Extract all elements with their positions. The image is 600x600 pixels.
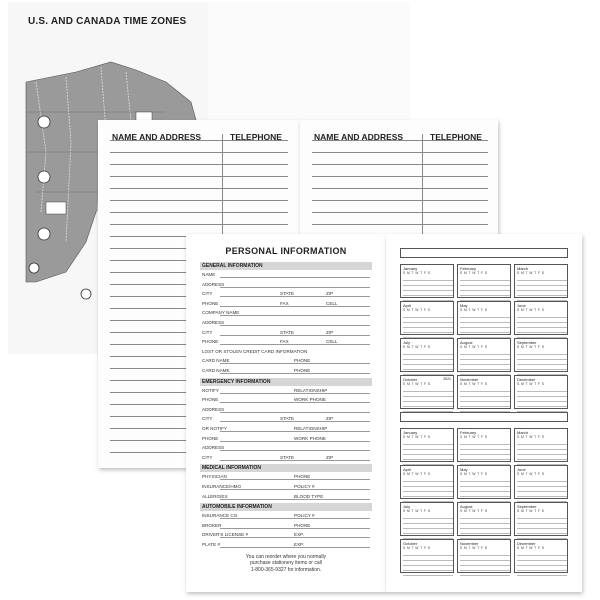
form-row[interactable] xyxy=(202,348,370,356)
field-label: DRIVER'S LICENSE # xyxy=(202,532,249,538)
name-address-header: NAME AND ADDRESS xyxy=(314,132,404,142)
field-underline xyxy=(220,402,370,403)
date-grid xyxy=(403,477,453,502)
weekday-header: S M T W T F S xyxy=(460,546,488,550)
field-label: CELL xyxy=(326,300,338,306)
field-label: CARD NAME xyxy=(202,358,230,364)
weekday-header: S M T W T F S xyxy=(517,308,545,312)
weekday-header: S M T W T F S xyxy=(403,472,431,476)
weekday-header: S M T W T F S xyxy=(460,472,488,476)
reorder-footer xyxy=(206,554,366,573)
month-calendar xyxy=(457,375,511,409)
form-row[interactable] xyxy=(202,483,370,491)
field-label: PLATE # xyxy=(202,542,221,547)
month-name: March xyxy=(517,430,529,435)
form-row[interactable] xyxy=(202,300,370,308)
month-calendar xyxy=(514,428,568,462)
field-underline xyxy=(220,421,370,422)
weekday-header: S M T W T F S xyxy=(517,546,545,550)
field-label: ADDRESS xyxy=(202,406,225,412)
field-label: PHONE xyxy=(294,522,311,528)
field-underline xyxy=(220,287,370,288)
field-label: COMPANY NAME xyxy=(202,310,240,316)
field-label: CITY xyxy=(202,291,213,297)
year-box xyxy=(400,248,568,258)
date-grid xyxy=(403,387,453,412)
footer-line: You can reorder where you normally xyxy=(245,554,327,560)
telephone-header: TELEPHONE xyxy=(430,132,482,142)
weekday-header: S M T W T F S xyxy=(403,345,431,349)
month-calendar xyxy=(400,502,454,536)
month-name: July xyxy=(403,340,411,345)
field-label: INSURANCE/HMO xyxy=(202,484,242,489)
month-calendar xyxy=(400,338,454,372)
section-heading: AUTOMOBILE INFORMATION xyxy=(200,503,372,511)
form-row[interactable] xyxy=(202,387,370,395)
field-underline xyxy=(220,363,370,364)
field-label: PHONE xyxy=(202,435,219,441)
month-calendar xyxy=(400,428,454,462)
month-calendar xyxy=(400,375,454,409)
month-name: December xyxy=(517,377,536,382)
address-line[interactable] xyxy=(110,176,288,177)
date-grid xyxy=(403,440,453,465)
month-calendar xyxy=(514,502,568,536)
date-grid xyxy=(517,551,567,576)
form-row[interactable] xyxy=(202,319,370,327)
section-heading: EMERGENCY INFORMATION xyxy=(200,378,372,386)
month-name: December xyxy=(517,541,536,546)
date-grid xyxy=(460,514,510,539)
month-name: February xyxy=(460,266,477,271)
name-address-header: NAME AND ADDRESS xyxy=(112,132,202,142)
weekday-header: S M T W T F S xyxy=(460,308,488,312)
weekday-header: S M T W T F S xyxy=(403,308,431,312)
section-heading: MEDICAL INFORMATION xyxy=(200,464,372,472)
month-name: June xyxy=(517,467,526,472)
month-name: July xyxy=(403,504,411,509)
address-line[interactable] xyxy=(312,188,488,189)
form-row[interactable] xyxy=(202,406,370,414)
field-label: POLICY # xyxy=(294,513,315,519)
date-grid xyxy=(517,440,567,465)
field-label: LOST OR STOLEN CREDIT CARD INFORMATION xyxy=(202,348,308,354)
month-name: January xyxy=(403,266,418,271)
form-row[interactable] xyxy=(202,522,370,530)
date-grid xyxy=(460,551,510,576)
field-label: NOTIFY xyxy=(202,387,219,393)
field-label: PHONE xyxy=(202,339,219,345)
weekday-header: S M T W T F S xyxy=(460,509,488,513)
month-name: April xyxy=(403,467,412,472)
weekday-header: S M T W T F S xyxy=(517,472,545,476)
date-grid xyxy=(460,440,510,465)
form-row[interactable] xyxy=(202,329,370,337)
column-divider xyxy=(422,134,423,244)
field-label: PHONE xyxy=(294,368,311,373)
month-name: August xyxy=(460,340,473,345)
form-row[interactable] xyxy=(202,396,370,404)
month-calendar xyxy=(400,465,454,499)
field-label: CITY xyxy=(202,329,213,335)
field-underline xyxy=(220,537,370,538)
address-line[interactable] xyxy=(110,140,288,141)
form-row[interactable] xyxy=(202,541,370,549)
date-grid xyxy=(517,387,567,412)
month-name: May xyxy=(460,303,468,308)
month-calendar xyxy=(457,465,511,499)
month-name: May xyxy=(460,467,468,472)
weekday-header: S M T W T F S xyxy=(403,435,431,439)
date-grid xyxy=(517,313,567,338)
field-underline xyxy=(220,460,370,461)
month-calendar xyxy=(514,338,568,372)
personal-info-title: PERSONAL INFORMATION xyxy=(225,246,347,256)
form-row[interactable] xyxy=(202,290,370,298)
field-underline xyxy=(220,373,370,374)
field-underline xyxy=(220,412,370,413)
field-label: BROKER xyxy=(202,522,222,528)
address-line[interactable] xyxy=(312,200,488,201)
field-label: STATE xyxy=(280,454,295,460)
date-grid xyxy=(403,350,453,375)
date-grid xyxy=(517,276,567,301)
date-grid xyxy=(517,477,567,502)
month-name: November xyxy=(460,377,479,382)
field-label: FAX xyxy=(280,339,289,345)
month-calendar xyxy=(457,539,511,573)
month-calendar xyxy=(514,465,568,499)
field-underline xyxy=(220,441,370,442)
date-grid xyxy=(403,514,453,539)
month-calendar xyxy=(514,264,568,298)
month-calendar xyxy=(514,539,568,573)
field-label: POLICY # xyxy=(294,484,315,489)
date-grid xyxy=(460,387,510,412)
form-row[interactable] xyxy=(202,444,370,452)
form-row[interactable] xyxy=(202,271,370,279)
date-grid xyxy=(460,350,510,375)
field-label: STATE xyxy=(280,291,295,297)
field-underline xyxy=(220,499,370,500)
field-underline xyxy=(220,306,370,307)
calendar-page xyxy=(386,234,582,592)
form-row[interactable] xyxy=(202,473,370,481)
field-underline xyxy=(220,325,370,326)
date-grid xyxy=(403,276,453,301)
field-label: RELATIONSHIP xyxy=(294,387,328,393)
month-calendar xyxy=(457,338,511,372)
field-label: ZIP xyxy=(326,454,334,460)
field-underline xyxy=(220,393,370,394)
field-label: CITY xyxy=(202,454,213,460)
year-box xyxy=(400,412,568,422)
form-row[interactable] xyxy=(202,531,370,539)
field-underline xyxy=(220,296,370,297)
date-grid xyxy=(460,276,510,301)
address-line[interactable] xyxy=(110,212,288,213)
month-name: September xyxy=(517,504,537,509)
month-name: November xyxy=(460,541,479,546)
field-label: OR NOTIFY xyxy=(202,426,228,431)
field-label: ALLERGIES xyxy=(202,493,228,499)
address-line[interactable] xyxy=(312,212,488,213)
address-line[interactable] xyxy=(110,152,288,153)
footer-line: purchase stationery items or call xyxy=(250,560,322,567)
month-calendar xyxy=(457,264,511,298)
weekday-header: S M T W T F S xyxy=(517,509,545,513)
field-label: ADDRESS xyxy=(202,281,225,287)
field-underline xyxy=(220,277,370,278)
address-line[interactable] xyxy=(110,224,288,225)
field-label: ZIP xyxy=(326,291,334,297)
address-line[interactable] xyxy=(110,188,288,189)
month-calendar xyxy=(400,264,454,298)
field-label: PHONE xyxy=(294,474,311,480)
month-calendar xyxy=(457,428,511,462)
telephone-header: TELEPHONE xyxy=(230,132,282,142)
field-label: EXP. xyxy=(294,532,304,538)
field-label: CELL xyxy=(326,339,338,345)
form-row[interactable] xyxy=(202,281,370,289)
field-label: ZIP xyxy=(326,416,334,422)
month-calendar xyxy=(400,539,454,573)
field-label: WORK PHONE xyxy=(294,435,326,441)
address-line[interactable] xyxy=(110,164,288,165)
field-label: ADDRESS xyxy=(202,445,225,451)
date-grid xyxy=(517,514,567,539)
date-grid xyxy=(403,551,453,576)
weekday-header: S M T W T F S xyxy=(403,509,431,513)
field-underline xyxy=(220,547,370,548)
month-name: January xyxy=(403,430,418,435)
month-calendar xyxy=(514,375,568,409)
footer-line: 1-800-365-9327 for information. xyxy=(250,566,322,573)
month-name: August xyxy=(460,504,473,509)
month-name: June xyxy=(517,303,526,308)
weekday-header: S M T W T F S xyxy=(517,345,545,349)
weekday-header: S M T W T F S xyxy=(460,345,488,349)
field-underline xyxy=(220,518,370,519)
weekday-header: S M T W T F S xyxy=(403,271,431,275)
date-grid xyxy=(460,313,510,338)
field-label: WORK PHONE xyxy=(294,397,326,403)
address-line[interactable] xyxy=(312,152,488,153)
date-grid xyxy=(517,350,567,375)
field-label: FAX xyxy=(280,300,289,306)
field-underline xyxy=(220,315,370,316)
field-underline xyxy=(220,431,370,432)
field-label: BLOOD TYPE xyxy=(294,493,324,499)
address-line[interactable] xyxy=(110,200,288,201)
field-label: RELATIONSHIP xyxy=(294,426,328,431)
personal-info-page xyxy=(186,234,386,592)
section-heading: GENERAL INFORMATION xyxy=(200,262,372,270)
form-row[interactable] xyxy=(202,493,370,501)
field-label: NAME xyxy=(202,272,216,277)
field-label: ZIP xyxy=(326,329,334,335)
field-underline xyxy=(220,335,370,336)
address-line[interactable] xyxy=(312,176,488,177)
form-row[interactable] xyxy=(202,454,370,462)
month-name: September xyxy=(517,340,537,345)
month-name: March xyxy=(517,266,529,271)
month-calendar xyxy=(457,301,511,335)
field-label: PHONE xyxy=(294,358,311,364)
date-grid xyxy=(460,477,510,502)
form-row[interactable] xyxy=(202,357,370,365)
field-label: PHONE xyxy=(202,397,219,403)
form-row[interactable] xyxy=(202,338,370,346)
field-label: PHONE xyxy=(202,300,219,306)
weekday-header: S M T W T F S xyxy=(460,382,488,386)
weekday-header: S M T W T F S xyxy=(460,435,488,439)
month-calendar xyxy=(514,301,568,335)
address-line[interactable] xyxy=(312,224,488,225)
field-label: CITY xyxy=(202,416,213,422)
field-underline xyxy=(220,528,370,529)
map-title: U.S. AND CANADA TIME ZONES xyxy=(28,16,187,27)
field-underline xyxy=(220,344,370,345)
field-label: EXP. xyxy=(294,542,304,547)
field-label: CARD NAME xyxy=(202,368,230,373)
form-row[interactable] xyxy=(202,415,370,423)
month-name: October xyxy=(403,377,418,382)
date-grid xyxy=(403,313,453,338)
month-name: April xyxy=(403,303,412,308)
address-line[interactable] xyxy=(312,140,488,141)
field-label: INSURANCE CO. xyxy=(202,513,239,519)
field-underline xyxy=(220,450,370,451)
weekday-header: S M T W T F S xyxy=(460,271,488,275)
field-label: STATE xyxy=(280,329,295,335)
field-label: STATE xyxy=(280,416,295,422)
month-name: February xyxy=(460,430,477,435)
field-underline xyxy=(220,479,370,480)
form-row[interactable] xyxy=(202,512,370,520)
month-calendar xyxy=(457,502,511,536)
form-row[interactable] xyxy=(202,367,370,375)
month-calendar xyxy=(400,301,454,335)
address-line[interactable] xyxy=(312,164,488,165)
weekday-header: S M T W T F S xyxy=(403,546,431,550)
field-label: ADDRESS xyxy=(202,320,225,325)
weekday-header: S M T W T F S xyxy=(517,271,545,275)
form-row[interactable] xyxy=(202,309,370,317)
weekday-header: S M T W T F S xyxy=(517,382,545,386)
field-underline xyxy=(220,489,370,490)
month-name: October xyxy=(403,541,418,546)
weekday-header: S M T W T F S xyxy=(403,382,431,386)
calendar-year: 2021 xyxy=(443,377,451,381)
weekday-header: S M T W T F S xyxy=(517,435,545,439)
form-row[interactable] xyxy=(202,425,370,433)
form-row[interactable] xyxy=(202,435,370,443)
field-label: PHYSICIAN xyxy=(202,474,227,480)
